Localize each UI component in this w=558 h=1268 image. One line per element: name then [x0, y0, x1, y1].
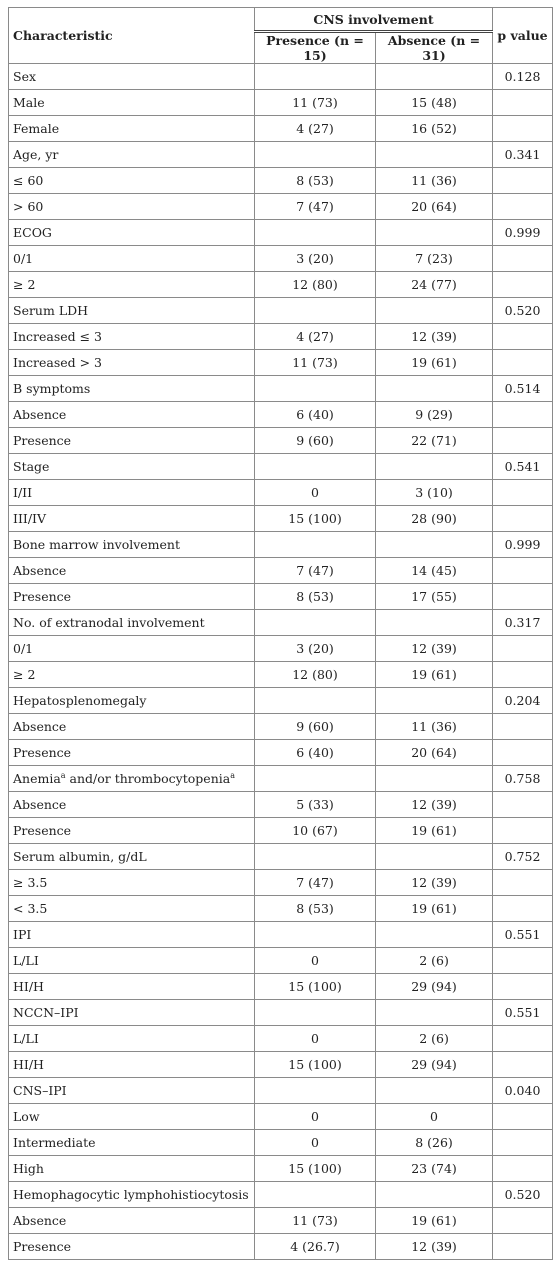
- cell-absence: 15 (48): [376, 90, 493, 116]
- cell-absence: 17 (55): [376, 584, 493, 610]
- cell-presence: 0: [255, 948, 376, 974]
- table-row: [9, 350, 553, 376]
- cell-absence: 20 (64): [376, 740, 493, 766]
- cell-absence: [376, 1078, 493, 1104]
- cell-presence: 11 (73): [255, 90, 376, 116]
- table-row: [9, 896, 553, 922]
- row-label: 0/1: [9, 636, 255, 662]
- cell-presence: [255, 922, 376, 948]
- row-label: L/LI: [9, 1026, 255, 1052]
- table-row: [9, 948, 553, 974]
- cell-p-value: 0.752: [493, 844, 553, 870]
- row-label: Presence: [9, 818, 255, 844]
- cell-p-value: 0.040: [493, 1078, 553, 1104]
- cell-absence: [376, 454, 493, 480]
- row-label-text: and/or thrombocytopenia: [65, 771, 231, 786]
- cell-absence: [376, 298, 493, 324]
- row-label: CNS–IPI: [9, 1078, 255, 1104]
- cell-presence: 8 (53): [255, 896, 376, 922]
- table-row: [9, 194, 553, 220]
- cell-p-value: [493, 1234, 553, 1260]
- row-label: L/LI: [9, 948, 255, 974]
- table-row: [9, 662, 553, 688]
- table-row: [9, 818, 553, 844]
- table-row: [9, 792, 553, 818]
- row-label: Female: [9, 116, 255, 142]
- row-label: 0/1: [9, 246, 255, 272]
- table-row: [9, 428, 553, 454]
- cell-p-value: [493, 1130, 553, 1156]
- cell-absence: 23 (74): [376, 1156, 493, 1182]
- cell-p-value: [493, 506, 553, 532]
- cell-p-value: [493, 1104, 553, 1130]
- cell-presence: 4 (27): [255, 116, 376, 142]
- cell-presence: [255, 64, 376, 90]
- cell-p-value: 0.128: [493, 64, 553, 90]
- cell-absence: [376, 1000, 493, 1026]
- cell-absence: 11 (36): [376, 168, 493, 194]
- cell-absence: 8 (26): [376, 1130, 493, 1156]
- cell-presence: 12 (80): [255, 272, 376, 298]
- cell-p-value: [493, 1156, 553, 1182]
- table-row: [9, 1156, 553, 1182]
- cell-presence: 9 (60): [255, 428, 376, 454]
- row-label: Sex: [9, 64, 255, 90]
- cell-p-value: [493, 480, 553, 506]
- cell-presence: 6 (40): [255, 402, 376, 428]
- cell-p-value: [493, 324, 553, 350]
- table-row: [9, 532, 553, 558]
- cell-p-value: [493, 818, 553, 844]
- cell-absence: [376, 610, 493, 636]
- cell-p-value: 0.551: [493, 922, 553, 948]
- row-label: Absence: [9, 1208, 255, 1234]
- cell-absence: [376, 766, 493, 792]
- cell-p-value: [493, 1026, 553, 1052]
- cell-absence: [376, 922, 493, 948]
- cell-presence: [255, 1182, 376, 1208]
- cell-presence: [255, 1078, 376, 1104]
- row-label: Increased ≤ 3: [9, 324, 255, 350]
- table-row: [9, 272, 553, 298]
- footnote-marker: a: [60, 770, 66, 780]
- cell-p-value: [493, 246, 553, 272]
- cell-absence: 3 (10): [376, 480, 493, 506]
- cell-presence: 0: [255, 480, 376, 506]
- cell-presence: 0: [255, 1130, 376, 1156]
- cell-p-value: [493, 870, 553, 896]
- cell-absence: 19 (61): [376, 662, 493, 688]
- cell-p-value: 0.341: [493, 142, 553, 168]
- table-row: [9, 844, 553, 870]
- row-label: > 60: [9, 194, 255, 220]
- row-label: Presence: [9, 428, 255, 454]
- header-p-value: p value: [493, 8, 553, 64]
- cell-p-value: [493, 558, 553, 584]
- table-row: [9, 1234, 553, 1260]
- table-row: [9, 402, 553, 428]
- cell-presence: [255, 766, 376, 792]
- cell-p-value: [493, 636, 553, 662]
- table-header: [9, 8, 553, 64]
- table-row: [9, 376, 553, 402]
- cell-absence: [376, 1182, 493, 1208]
- row-label: ≤ 60: [9, 168, 255, 194]
- table-row: [9, 1130, 553, 1156]
- table-body: [9, 64, 553, 1260]
- header-absence: Absence (n = 31): [376, 32, 493, 64]
- table-row: [9, 870, 553, 896]
- cell-p-value: [493, 1052, 553, 1078]
- row-label: III/IV: [9, 506, 255, 532]
- cell-presence: 3 (20): [255, 246, 376, 272]
- row-label: Hemophagocytic lymphohistiocytosis: [9, 1182, 255, 1208]
- cell-p-value: 0.999: [493, 532, 553, 558]
- cell-absence: 29 (94): [376, 974, 493, 1000]
- cell-p-value: 0.204: [493, 688, 553, 714]
- cell-presence: [255, 454, 376, 480]
- cell-absence: 19 (61): [376, 1208, 493, 1234]
- row-label: ECOG: [9, 220, 255, 246]
- cell-p-value: [493, 714, 553, 740]
- header-characteristic: Characteristic: [9, 8, 255, 64]
- cell-p-value: [493, 974, 553, 1000]
- row-label: NCCN–IPI: [9, 1000, 255, 1026]
- cell-absence: 28 (90): [376, 506, 493, 532]
- row-label: ≥ 2: [9, 662, 255, 688]
- cell-p-value: [493, 90, 553, 116]
- cell-presence: 4 (27): [255, 324, 376, 350]
- cell-absence: 9 (29): [376, 402, 493, 428]
- cell-absence: 19 (61): [376, 896, 493, 922]
- cell-presence: [255, 298, 376, 324]
- cell-absence: [376, 220, 493, 246]
- cell-absence: 2 (6): [376, 948, 493, 974]
- cell-presence: 7 (47): [255, 870, 376, 896]
- row-label: Intermediate: [9, 1130, 255, 1156]
- table-row: [9, 168, 553, 194]
- table-row: [9, 688, 553, 714]
- cell-presence: 15 (100): [255, 1156, 376, 1182]
- table-row: [9, 740, 553, 766]
- cell-p-value: [493, 1208, 553, 1234]
- row-label: Absence: [9, 714, 255, 740]
- row-label-text: Anemia: [13, 771, 61, 786]
- row-label: Absence: [9, 558, 255, 584]
- row-label: Presence: [9, 584, 255, 610]
- cell-absence: 20 (64): [376, 194, 493, 220]
- cell-absence: [376, 142, 493, 168]
- cell-presence: [255, 688, 376, 714]
- cell-presence: 15 (100): [255, 1052, 376, 1078]
- cell-presence: 12 (80): [255, 662, 376, 688]
- cell-presence: 11 (73): [255, 1208, 376, 1234]
- table-container: [8, 7, 552, 1260]
- row-label: High: [9, 1156, 255, 1182]
- cell-p-value: [493, 402, 553, 428]
- row-label: < 3.5: [9, 896, 255, 922]
- row-label: Hepatosplenomegaly: [9, 688, 255, 714]
- cell-p-value: 0.520: [493, 1182, 553, 1208]
- cell-absence: 12 (39): [376, 1234, 493, 1260]
- cell-p-value: 0.999: [493, 220, 553, 246]
- cell-absence: 19 (61): [376, 818, 493, 844]
- cell-absence: 7 (23): [376, 246, 493, 272]
- cell-absence: [376, 844, 493, 870]
- row-label: [9, 766, 255, 792]
- table-row: [9, 610, 553, 636]
- table-row: [9, 584, 553, 610]
- cell-presence: [255, 844, 376, 870]
- table-row: [9, 90, 553, 116]
- row-label: Absence: [9, 402, 255, 428]
- cell-p-value: 0.520: [493, 298, 553, 324]
- table-row: [9, 298, 553, 324]
- cell-p-value: [493, 740, 553, 766]
- row-label: B symptoms: [9, 376, 255, 402]
- cell-presence: 0: [255, 1104, 376, 1130]
- row-label: Serum LDH: [9, 298, 255, 324]
- cell-presence: 8 (53): [255, 584, 376, 610]
- cell-presence: 9 (60): [255, 714, 376, 740]
- table-row: [9, 1182, 553, 1208]
- cell-presence: 4 (26.7): [255, 1234, 376, 1260]
- row-label: Presence: [9, 1234, 255, 1260]
- cell-presence: 6 (40): [255, 740, 376, 766]
- row-label: ≥ 2: [9, 272, 255, 298]
- table-row: [9, 116, 553, 142]
- cell-presence: 7 (47): [255, 194, 376, 220]
- row-label: Bone marrow involvement: [9, 532, 255, 558]
- cell-absence: [376, 376, 493, 402]
- cell-absence: 12 (39): [376, 792, 493, 818]
- table-row: [9, 480, 553, 506]
- cell-p-value: [493, 116, 553, 142]
- row-label: I/II: [9, 480, 255, 506]
- table-row: [9, 64, 553, 90]
- cell-presence: 15 (100): [255, 974, 376, 1000]
- cell-presence: 7 (47): [255, 558, 376, 584]
- row-label: No. of extranodal involvement: [9, 610, 255, 636]
- cell-presence: 11 (73): [255, 350, 376, 376]
- cell-presence: 3 (20): [255, 636, 376, 662]
- table-row: [9, 1052, 553, 1078]
- header-cns-involvement: CNS involvement: [255, 8, 493, 32]
- table-row: [9, 1104, 553, 1130]
- cell-p-value: 0.551: [493, 1000, 553, 1026]
- table-row: [9, 1078, 553, 1104]
- table-row: [9, 1026, 553, 1052]
- cell-presence: [255, 220, 376, 246]
- cell-p-value: [493, 428, 553, 454]
- cell-p-value: [493, 792, 553, 818]
- cell-absence: 12 (39): [376, 870, 493, 896]
- row-label: IPI: [9, 922, 255, 948]
- row-label: Presence: [9, 740, 255, 766]
- cell-p-value: [493, 584, 553, 610]
- cell-absence: 24 (77): [376, 272, 493, 298]
- cell-presence: 8 (53): [255, 168, 376, 194]
- table-row: [9, 974, 553, 1000]
- cell-p-value: [493, 350, 553, 376]
- cell-presence: [255, 376, 376, 402]
- cell-p-value: 0.514: [493, 376, 553, 402]
- header-presence: Presence (n = 15): [255, 32, 376, 64]
- cell-p-value: 0.541: [493, 454, 553, 480]
- cell-absence: [376, 64, 493, 90]
- cell-presence: 10 (67): [255, 818, 376, 844]
- cell-presence: 5 (33): [255, 792, 376, 818]
- cell-p-value: [493, 272, 553, 298]
- cell-presence: [255, 142, 376, 168]
- cell-absence: [376, 688, 493, 714]
- cell-presence: 15 (100): [255, 506, 376, 532]
- table-row: [9, 766, 553, 792]
- row-label: Increased > 3: [9, 350, 255, 376]
- cell-p-value: [493, 662, 553, 688]
- table-row: [9, 220, 553, 246]
- row-label: Serum albumin, g/dL: [9, 844, 255, 870]
- table-row: [9, 506, 553, 532]
- cell-p-value: [493, 896, 553, 922]
- table-row: [9, 714, 553, 740]
- row-label: HI/H: [9, 974, 255, 1000]
- cell-absence: 12 (39): [376, 636, 493, 662]
- row-label: HI/H: [9, 1052, 255, 1078]
- row-label: Low: [9, 1104, 255, 1130]
- cell-absence: [376, 532, 493, 558]
- cell-presence: [255, 1000, 376, 1026]
- cell-p-value: 0.758: [493, 766, 553, 792]
- table-row: [9, 454, 553, 480]
- characteristics-table: [8, 7, 553, 1260]
- table-row: [9, 636, 553, 662]
- cell-absence: 12 (39): [376, 324, 493, 350]
- cell-presence: [255, 610, 376, 636]
- row-label: ≥ 3.5: [9, 870, 255, 896]
- cell-absence: 14 (45): [376, 558, 493, 584]
- table-row: [9, 142, 553, 168]
- row-label: Age, yr: [9, 142, 255, 168]
- cell-presence: 0: [255, 1026, 376, 1052]
- cell-absence: 22 (71): [376, 428, 493, 454]
- cell-absence: 19 (61): [376, 350, 493, 376]
- table-row: [9, 558, 553, 584]
- cell-p-value: [493, 168, 553, 194]
- cell-absence: 11 (36): [376, 714, 493, 740]
- cell-presence: [255, 532, 376, 558]
- cell-absence: 29 (94): [376, 1052, 493, 1078]
- cell-p-value: 0.317: [493, 610, 553, 636]
- cell-p-value: [493, 948, 553, 974]
- row-label: Stage: [9, 454, 255, 480]
- table-row: [9, 1208, 553, 1234]
- table-row: [9, 324, 553, 350]
- table-row: [9, 922, 553, 948]
- table-row: [9, 1000, 553, 1026]
- cell-p-value: [493, 194, 553, 220]
- footnote-marker: a: [230, 770, 235, 780]
- cell-absence: 2 (6): [376, 1026, 493, 1052]
- cell-absence: 16 (52): [376, 116, 493, 142]
- row-label: Male: [9, 90, 255, 116]
- cell-absence: 0: [376, 1104, 493, 1130]
- row-label: Absence: [9, 792, 255, 818]
- table-row: [9, 246, 553, 272]
